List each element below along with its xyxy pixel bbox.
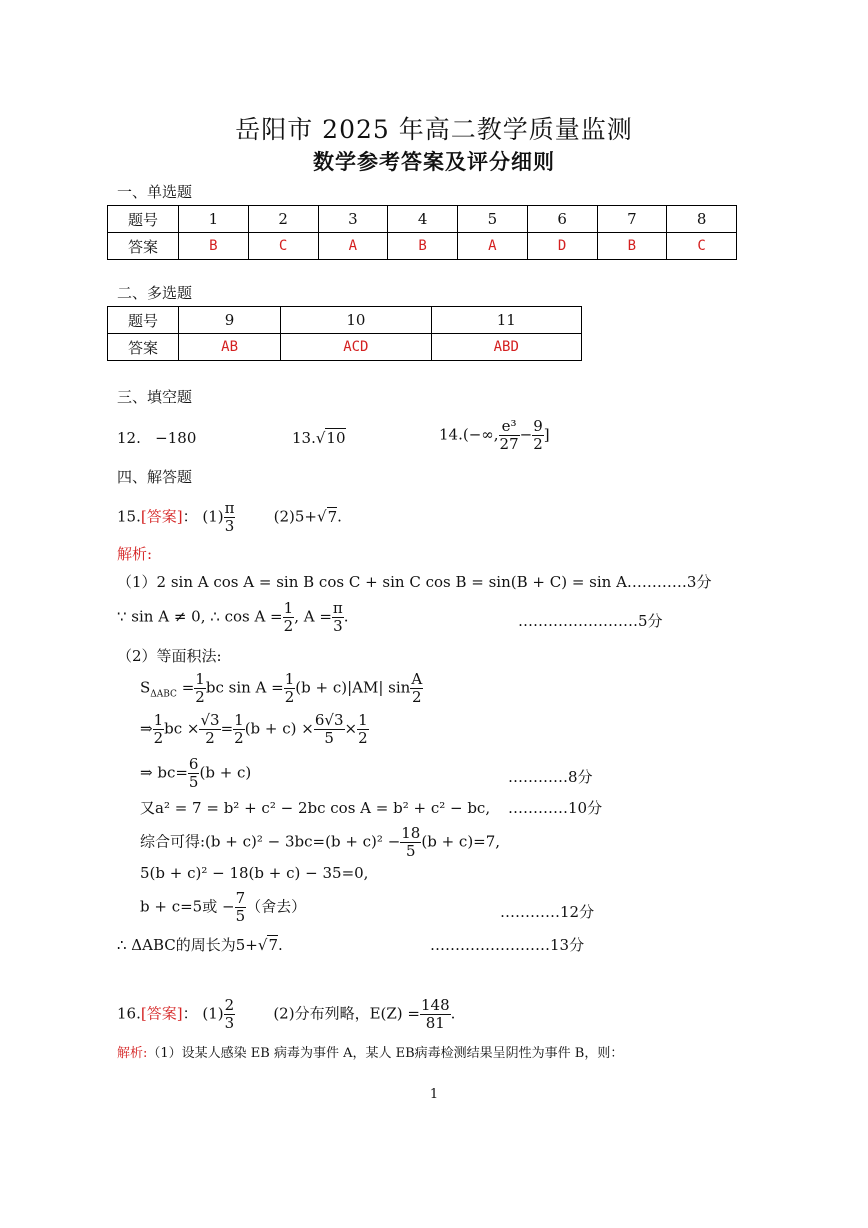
q15-score-12: …………12分 [500, 903, 595, 921]
part2-label: (2)分布列略，E(Z) = [273, 1004, 420, 1023]
answer-cell: D [527, 233, 597, 260]
denominator: 2 [205, 729, 215, 747]
text: ∵ sin A ≠ 0, ∴ cos A = [117, 607, 283, 626]
denominator: 3 [224, 1014, 235, 1032]
table-row-numbers [108, 307, 582, 334]
numerator: √3 [200, 711, 220, 729]
answer-14 [439, 418, 550, 453]
q15-line5 [140, 712, 369, 747]
fraction [199, 712, 220, 747]
answer-cell: A [458, 233, 528, 260]
denominator: 5 [188, 773, 199, 791]
row-label: 答案 [108, 334, 179, 361]
q15-line3: （2）等面积法: [117, 647, 222, 665]
fraction [314, 712, 345, 747]
page-number: 1 [429, 1087, 439, 1102]
numerator: 1 [195, 670, 205, 688]
colon: ： [182, 1004, 198, 1023]
denominator: 5 [406, 842, 416, 860]
denominator: 2 [153, 729, 164, 747]
text: 综合可得:(b + c)² − 3bc=(b + c)² − [140, 832, 401, 851]
q15-analysis-label: 解析: [117, 545, 153, 563]
question-number: 11 [431, 307, 581, 334]
row-label: 题号 [108, 206, 179, 233]
numerator: 18 [401, 824, 421, 842]
text: (b + c) × [244, 719, 314, 738]
numerator: 6√3 [314, 711, 344, 729]
section-heading-single-choice: 一、单选题 [117, 183, 193, 201]
denominator: 2 [358, 729, 368, 747]
fraction [224, 500, 236, 535]
subscript: ΔABC [150, 689, 177, 700]
answer-value: −180 [155, 429, 197, 447]
q15-line4 [140, 671, 423, 706]
q15-line2 [117, 600, 349, 635]
numerator: A [411, 670, 423, 688]
question-label: 15. [117, 507, 141, 526]
question-number: 3 [318, 206, 388, 233]
question-label: 12. [117, 429, 141, 447]
question-number: 10 [281, 307, 431, 334]
table-row-answers [108, 233, 737, 260]
answer-cell: B [388, 233, 458, 260]
fraction [283, 600, 295, 635]
question-label: 14. [439, 425, 463, 444]
period: . [450, 1004, 456, 1023]
numerator: 1 [284, 670, 295, 688]
question-number: 4 [388, 206, 458, 233]
text: （舍去） [246, 897, 307, 916]
answer-tag: [答案] [140, 1004, 183, 1023]
text: ⇒ bc= [140, 763, 188, 782]
question-label: 16. [117, 1004, 141, 1023]
denominator: 2 [533, 435, 543, 453]
text: (b + c)|AM| sin [295, 678, 411, 697]
answer-cell: AB [179, 334, 281, 361]
q15-line6 [140, 756, 251, 791]
question-number: 2 [248, 206, 318, 233]
text: S [140, 678, 151, 697]
period: . [337, 507, 342, 526]
fraction [420, 997, 451, 1032]
q15-line11 [117, 934, 283, 955]
fraction [400, 825, 421, 860]
fraction [188, 756, 200, 791]
text: × [344, 719, 358, 738]
text: ∴ ΔABC的周长为5+ [117, 936, 258, 954]
answer-12 [117, 429, 196, 447]
denominator: 3 [224, 517, 235, 535]
sqrt-icon: √ [315, 429, 326, 447]
radicand: 7 [327, 507, 338, 526]
fraction [499, 418, 520, 453]
answer-cell: ACD [281, 334, 431, 361]
text: (b + c)=7, [421, 832, 501, 851]
fraction [235, 890, 247, 925]
numerator: 1 [358, 711, 368, 729]
single-choice-table [107, 205, 737, 260]
section-heading-multi-choice: 二、多选题 [117, 284, 193, 302]
answer-value: 10 [326, 429, 346, 447]
denominator: 2 [234, 729, 244, 747]
answer-close: ] [543, 425, 550, 444]
text: , A = [294, 607, 332, 626]
question-label: 13. [292, 429, 316, 447]
answer-cell: B [179, 233, 249, 260]
numerator: 6 [188, 755, 199, 773]
row-label: 题号 [108, 307, 179, 334]
text: ⇒ [140, 719, 153, 738]
denominator: 81 [425, 1014, 445, 1032]
answer-cell: ABD [431, 334, 581, 361]
numerator: e³ [499, 418, 520, 436]
numerator: π [224, 499, 235, 517]
q15-line8 [140, 825, 500, 860]
colon: ： [182, 507, 198, 526]
q15-score-10: …………10分 [508, 799, 603, 817]
answer-cell: A [318, 233, 388, 260]
text: . [343, 607, 349, 626]
multi-choice-table [107, 306, 582, 361]
answer-cell: C [667, 233, 737, 260]
q15-answer-line [117, 500, 342, 535]
answer-13 [292, 429, 346, 447]
text: . [277, 936, 283, 954]
question-number: 7 [597, 206, 667, 233]
answer-cell: B [597, 233, 667, 260]
fraction [233, 712, 245, 747]
question-number: 9 [179, 307, 281, 334]
row-label: 答案 [108, 233, 179, 260]
fraction [224, 997, 236, 1032]
numerator: 148 [421, 996, 450, 1014]
table-row-numbers [108, 206, 737, 233]
denominator: 2 [195, 688, 205, 706]
q16-analysis-line [117, 1042, 623, 1061]
text: b + c=5或 − [140, 897, 235, 916]
radicand: 7 [268, 936, 278, 954]
question-number: 5 [458, 206, 528, 233]
table-row-answers [108, 334, 582, 361]
numerator: 1 [153, 711, 164, 729]
q15-line1: （1）2 sin A cos A = sin B cos C + sin C cos B = sin(B + C) = sin A…………3分 [117, 573, 712, 591]
answer-tag: [答案] [140, 507, 183, 526]
fraction [194, 671, 206, 706]
answer-cell: C [248, 233, 318, 260]
sqrt-icon: √ [317, 507, 327, 526]
q15-score-8: …………8分 [508, 768, 593, 786]
part1-label: (1) [202, 507, 224, 526]
numerator: 1 [283, 599, 294, 617]
answer-open: (−∞, [462, 425, 499, 444]
numerator: 1 [234, 711, 244, 729]
q15-line10 [140, 890, 306, 925]
denominator: 3 [333, 617, 343, 635]
numerator: 9 [533, 417, 543, 435]
question-number: 8 [667, 206, 737, 233]
analysis-label: 解析: [117, 1046, 148, 1061]
analysis-text: （1）设某人感染 EB 病毒为事件 A，某人 EB病毒检测结果呈阴性为事件 B，则： [147, 1046, 624, 1061]
text: (b + c) [199, 763, 252, 782]
question-number: 6 [527, 206, 597, 233]
minus-sign: − [519, 425, 533, 444]
denominator: 2 [411, 688, 422, 706]
q15-score-5: ……………………5分 [518, 612, 663, 630]
text: bc × [164, 719, 200, 738]
numerator: 7 [235, 889, 246, 907]
q15-line7: 又a² = 7 = b² + c² − 2bc cos A = b² + c² − bc, [140, 799, 491, 817]
numerator: π [332, 599, 343, 617]
numerator: 2 [224, 996, 235, 1014]
denominator: 2 [283, 617, 294, 635]
denominator: 2 [284, 688, 295, 706]
question-number: 1 [179, 206, 249, 233]
q16-answer-line [117, 997, 455, 1032]
section-heading-fill-blank: 三、填空题 [117, 388, 193, 406]
page-subtitle: 数学参考答案及评分细则 [313, 149, 555, 174]
denominator: 27 [499, 435, 519, 453]
fraction [532, 418, 544, 453]
q15-score-13: ……………………13分 [430, 936, 585, 954]
section-heading-solutions: 四、解答题 [117, 468, 193, 486]
page-title: 岳阳市 2025 年高二教学质量监测 [235, 115, 633, 144]
denominator: 5 [235, 907, 246, 925]
part2-label: (2)5+ [273, 507, 317, 526]
fraction [410, 671, 423, 706]
text: = [176, 678, 195, 697]
part1-label: (1) [202, 1004, 224, 1023]
denominator: 5 [324, 729, 334, 747]
fraction [332, 600, 344, 635]
fraction [153, 712, 165, 747]
text: bc sin A = [205, 678, 284, 697]
text: = [220, 719, 234, 738]
fraction [357, 712, 369, 747]
fraction [284, 671, 296, 706]
sqrt-icon: √ [257, 936, 268, 954]
q15-line9: 5(b + c)² − 18(b + c) − 35=0, [140, 864, 369, 882]
